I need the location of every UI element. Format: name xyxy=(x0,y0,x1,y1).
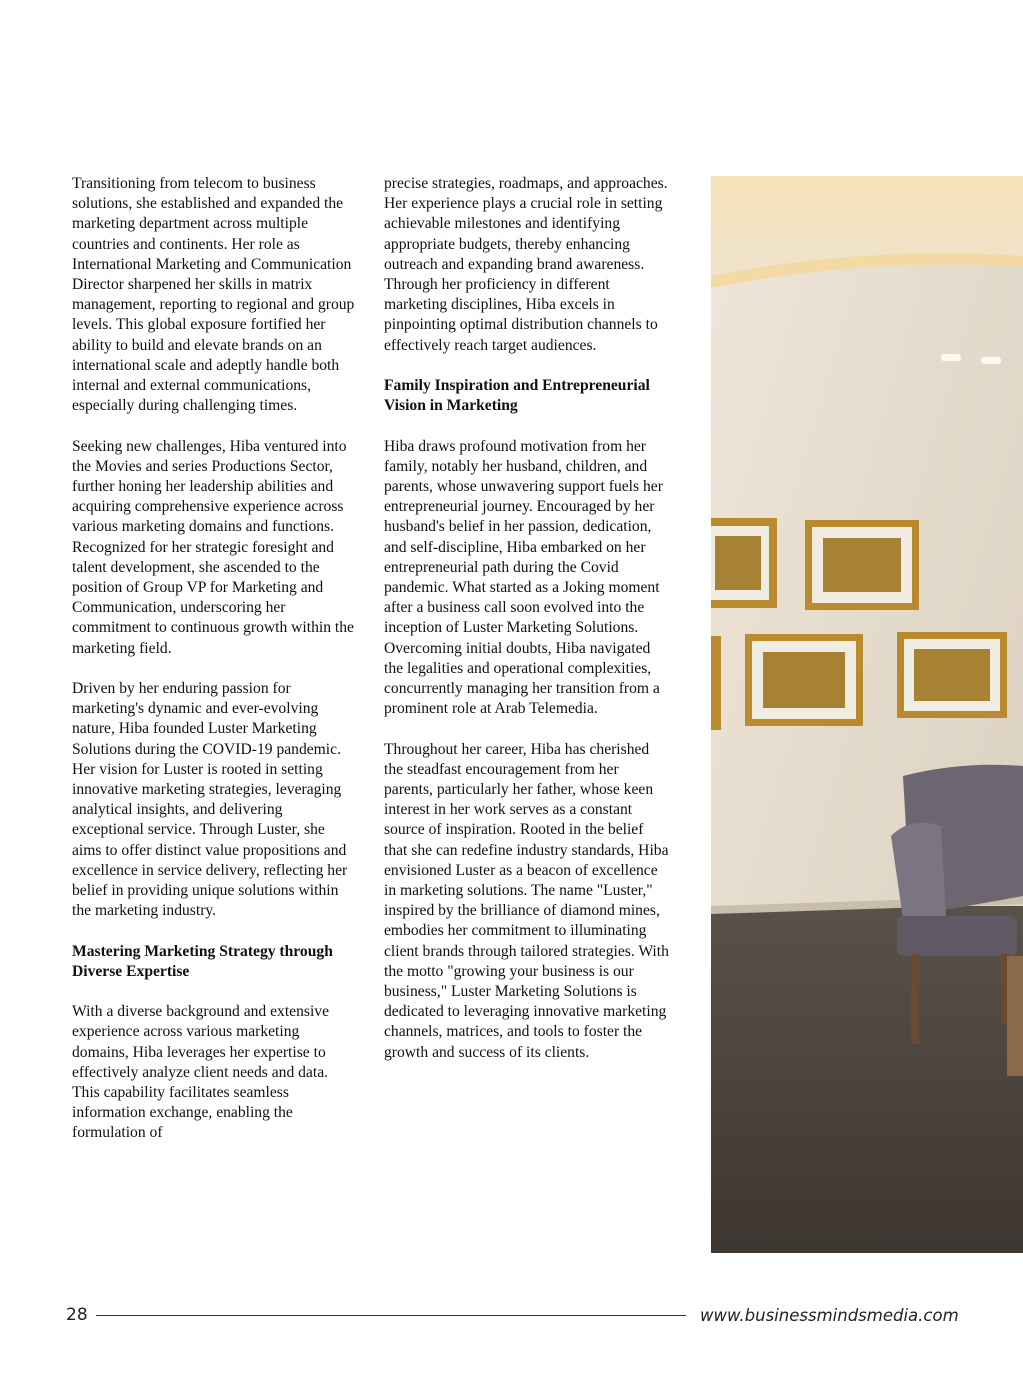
frame-4 xyxy=(745,634,863,726)
footer-divider xyxy=(96,1315,686,1316)
frame-5 xyxy=(897,632,1007,718)
paragraph: Seeking new challenges, Hiba ventured into the Movies and series Productions Sector, further honing her leadership abilities and acquiring comprehensive experience across various marketing domains and functions. Recognized for her strategic foresight and talent development, she ascended to the position of Group VP for Marketing and Communication, underscoring her commitment to continuous growth within the marketing field. xyxy=(72,437,354,657)
frame-2 xyxy=(805,520,919,610)
paragraph: Transitioning from telecom to business solutions, she established and expanded the marketing department across multiple countries and continents. Her role as International Marketing and Communication Director sharpened her skills in matrix management, reporting to regional and group levels. This global exposure fortified her ability to build and elevate brands on an international scale and adeptly handle both internal and external communications, especially during challenging times. xyxy=(72,175,355,415)
paragraph: Driven by her enduring passion for marketing's dynamic and ever-evolving nature, Hiba founded Luster Marketing Solutions during the COVID-19 pandemic. Her vision for Luster is rooted in setting innovative marketing strategies, leveraging analytical insights, and delivering exceptional service. Through Luster, she aims to offer distinct value propositions and excellence in service delivery, reflecting her belief in providing unique solutions within the marketing industry. xyxy=(72,680,348,920)
section-heading: Mastering Marketing Strategy through Diverse Expertise xyxy=(72,942,333,980)
frame-1 xyxy=(711,518,777,608)
paragraph: precise strategies, roadmaps, and approaches. Her experience plays a crucial role in setting achievable milestones and identifying appropriate budgets, thereby enhancing outreach and expanding brand awareness. Through her proficiency in different marketing disciplines, Hiba excels in pinpointing optimal distribution channels to effectively reach target audiences. xyxy=(384,175,668,354)
paragraph: With a diverse background and extensive experience across various marketing domains, Hiba leverages her expertise to effectively analyze client needs and data. This capability facilitates seamless information exchange, enabling the formulation of xyxy=(72,1003,330,1142)
article-column-left xyxy=(72,174,357,1164)
section-heading: Family Inspiration and Entrepreneurial Vision in Marketing xyxy=(384,377,650,415)
footer-url: www.businessmindsmedia.com xyxy=(700,1306,959,1325)
frame-3 xyxy=(711,636,721,730)
paragraph: Throughout her career, Hiba has cherished the steadfast encouragement from her parents, particularly her father, whose keen interest in her work serves as a constant source of inspiration. Rooted in the belief that she can redefine industry standards, Hiba envisioned Luster as a beacon of excellence in marketing solutions. The name "Luster," inspired by the brilliance of diamond mines, embodies her commitment to illuminating client brands through tailored strategies. With the motto "growing your business is our business," Luster Marketing Solutions is dedicated to leveraging innovative marketing channels, matrices, and tools to foster the growth and success of its clients. xyxy=(384,740,669,1061)
paragraph: Hiba draws profound motivation from her family, notably her husband, children, and parents, whose unwavering support fuels her entrepreneurial journey. Encouraged by her husband's belief in her passion, dedication, and self-discipline, Hiba embarked on her entrepreneurial path during the Covid pandemic. What started as a Joking moment after a business call soon evolved into the inception of Luster Marketing Solutions. Overcoming initial doubts, Hiba navigated the legalities and operational complexities, concurrently managing her transition from a prominent role at Arab Telemedia. xyxy=(384,437,663,718)
office-photo xyxy=(711,176,1023,1253)
article-column-right xyxy=(384,174,669,1083)
page-number: 28 xyxy=(66,1305,88,1325)
